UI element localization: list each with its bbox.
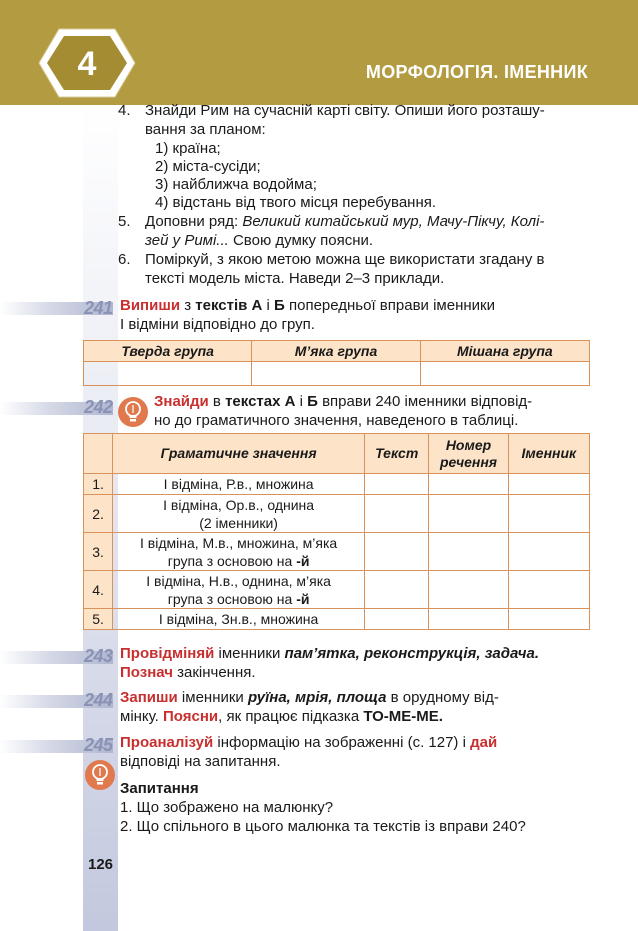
exercise-244-number: 244 xyxy=(84,690,113,710)
row-meaning: І відміна, Зн.в., множина xyxy=(113,609,365,630)
task-6-line1: Поміркуй, з якою метою можна ще використати згадану в xyxy=(145,251,545,268)
exercise-245-line2: відповіді на запитання. xyxy=(120,753,281,770)
table-cell xyxy=(365,474,429,495)
exercise-241-line1: Випиши з текстів А і Б попередньої вправи іменники xyxy=(120,297,495,314)
plan-item: 1) країна; xyxy=(155,140,221,157)
groups-table xyxy=(83,340,590,386)
table-row xyxy=(84,495,590,533)
row-number: 2. xyxy=(84,495,113,533)
questions-title: Запитання xyxy=(120,780,199,797)
column-header: Граматичне значення xyxy=(113,434,365,474)
table-row xyxy=(84,609,590,630)
table-cell xyxy=(84,362,252,386)
column-header: Мішана група xyxy=(420,341,589,362)
column-header: Номер речення xyxy=(429,434,508,474)
table-cell xyxy=(429,609,508,630)
row-meaning: І відміна, Н.в., однина, м’яка група з основою на -й xyxy=(113,571,365,609)
table-cell xyxy=(429,495,508,533)
table-cell xyxy=(429,571,508,609)
exercise-243-line2: Познач закінчення. xyxy=(120,664,256,681)
row-number: 4. xyxy=(84,571,113,609)
exercise-242-line1: Знайди в текстах А і Б вправи 240 іменники відповід- xyxy=(154,393,533,410)
exercise-241-line2: І відміни відповідно до груп. xyxy=(120,316,315,333)
task-4-line1: Знайди Рим на сучасній карті світу. Опиши його розташу- xyxy=(145,102,545,119)
plan-item: 3) найближча водойма; xyxy=(155,176,317,193)
exercise-243-number: 243 xyxy=(84,646,113,666)
exercise-245-line1: Проаналізуй інформацію на зображенні (с. 127) і дай xyxy=(120,734,498,751)
task-5-line2: зей у Римі... Свою думку поясни. xyxy=(145,232,374,249)
question-item: 1. Що зображено на малюнку? xyxy=(120,799,334,816)
exercise-241-number: 241 xyxy=(84,298,113,318)
grammar-table xyxy=(83,433,590,630)
exercise-242-line2: но до граматичного значення, наведеного в таблиці. xyxy=(154,412,519,429)
table-cell xyxy=(508,533,589,571)
row-meaning: І відміна, Р.в., множина xyxy=(113,474,365,495)
table-cell xyxy=(365,533,429,571)
table-cell xyxy=(365,571,429,609)
row-meaning: І відміна, М.в., множина, м’яка група з основою на -й xyxy=(113,533,365,571)
table-cell xyxy=(252,362,420,386)
plan-item: 2) міста-сусіди; xyxy=(155,158,261,175)
exercise-244-line2: мінку. Поясни, як працює підказка ТО-МЕ-МЕ. xyxy=(120,708,443,725)
chapter-badge xyxy=(37,27,137,104)
task-5-line1: Доповни ряд: Великий китайський мур, Мачу-Пікчу, Колі- xyxy=(145,213,545,230)
row-meaning: І відміна, Ор.в., однина (2 іменники) xyxy=(113,495,365,533)
exercise-243-line1: Провідміняй іменники пам’ятка, реконструкція, задача. xyxy=(120,645,539,662)
page-number: 126 xyxy=(88,856,114,873)
table-cell xyxy=(420,362,589,386)
exercise-244-line1: Запиши іменники руїна, мрія, площа в орудному від- xyxy=(120,689,499,706)
table-row xyxy=(84,571,590,609)
table-cell xyxy=(365,609,429,630)
lightbulb-icon xyxy=(118,397,148,427)
task-6-num: 6. xyxy=(118,251,131,268)
column-header: Тверда група xyxy=(84,341,252,362)
table-row xyxy=(84,474,590,495)
table-cell xyxy=(429,533,508,571)
table-row xyxy=(84,533,590,571)
question-item: 2. Що спільного в цього малюнка та текстів із вправи 240? xyxy=(120,818,526,835)
column-header: Текст xyxy=(365,434,429,474)
row-number: 3. xyxy=(84,533,113,571)
task-4-line2: вання за планом: xyxy=(145,121,266,138)
table-cell xyxy=(365,495,429,533)
column-header: Іменник xyxy=(508,434,589,474)
exercise-242-number: 242 xyxy=(84,397,113,417)
exercise-245-number: 245 xyxy=(84,735,113,755)
table-cell xyxy=(508,495,589,533)
row-number: 1. xyxy=(84,474,113,495)
task-5-num: 5. xyxy=(118,213,131,230)
task-4-num: 4. xyxy=(118,102,131,119)
chapter-title: МОРФОЛОГІЯ. ІМЕННИК xyxy=(365,62,588,82)
table-cell xyxy=(508,571,589,609)
chapter-number: 4 xyxy=(77,45,97,83)
number-column-header xyxy=(84,434,113,474)
plan-item: 4) відстань від твого місця перебування. xyxy=(155,194,437,211)
column-header: М’яка група xyxy=(252,341,420,362)
table-cell xyxy=(429,474,508,495)
table-cell xyxy=(508,474,589,495)
task-6-line2: тексті модель міста. Наведи 2–3 приклади. xyxy=(145,270,445,287)
row-number: 5. xyxy=(84,609,113,630)
lightbulb-icon xyxy=(85,760,115,790)
table-cell xyxy=(508,609,589,630)
